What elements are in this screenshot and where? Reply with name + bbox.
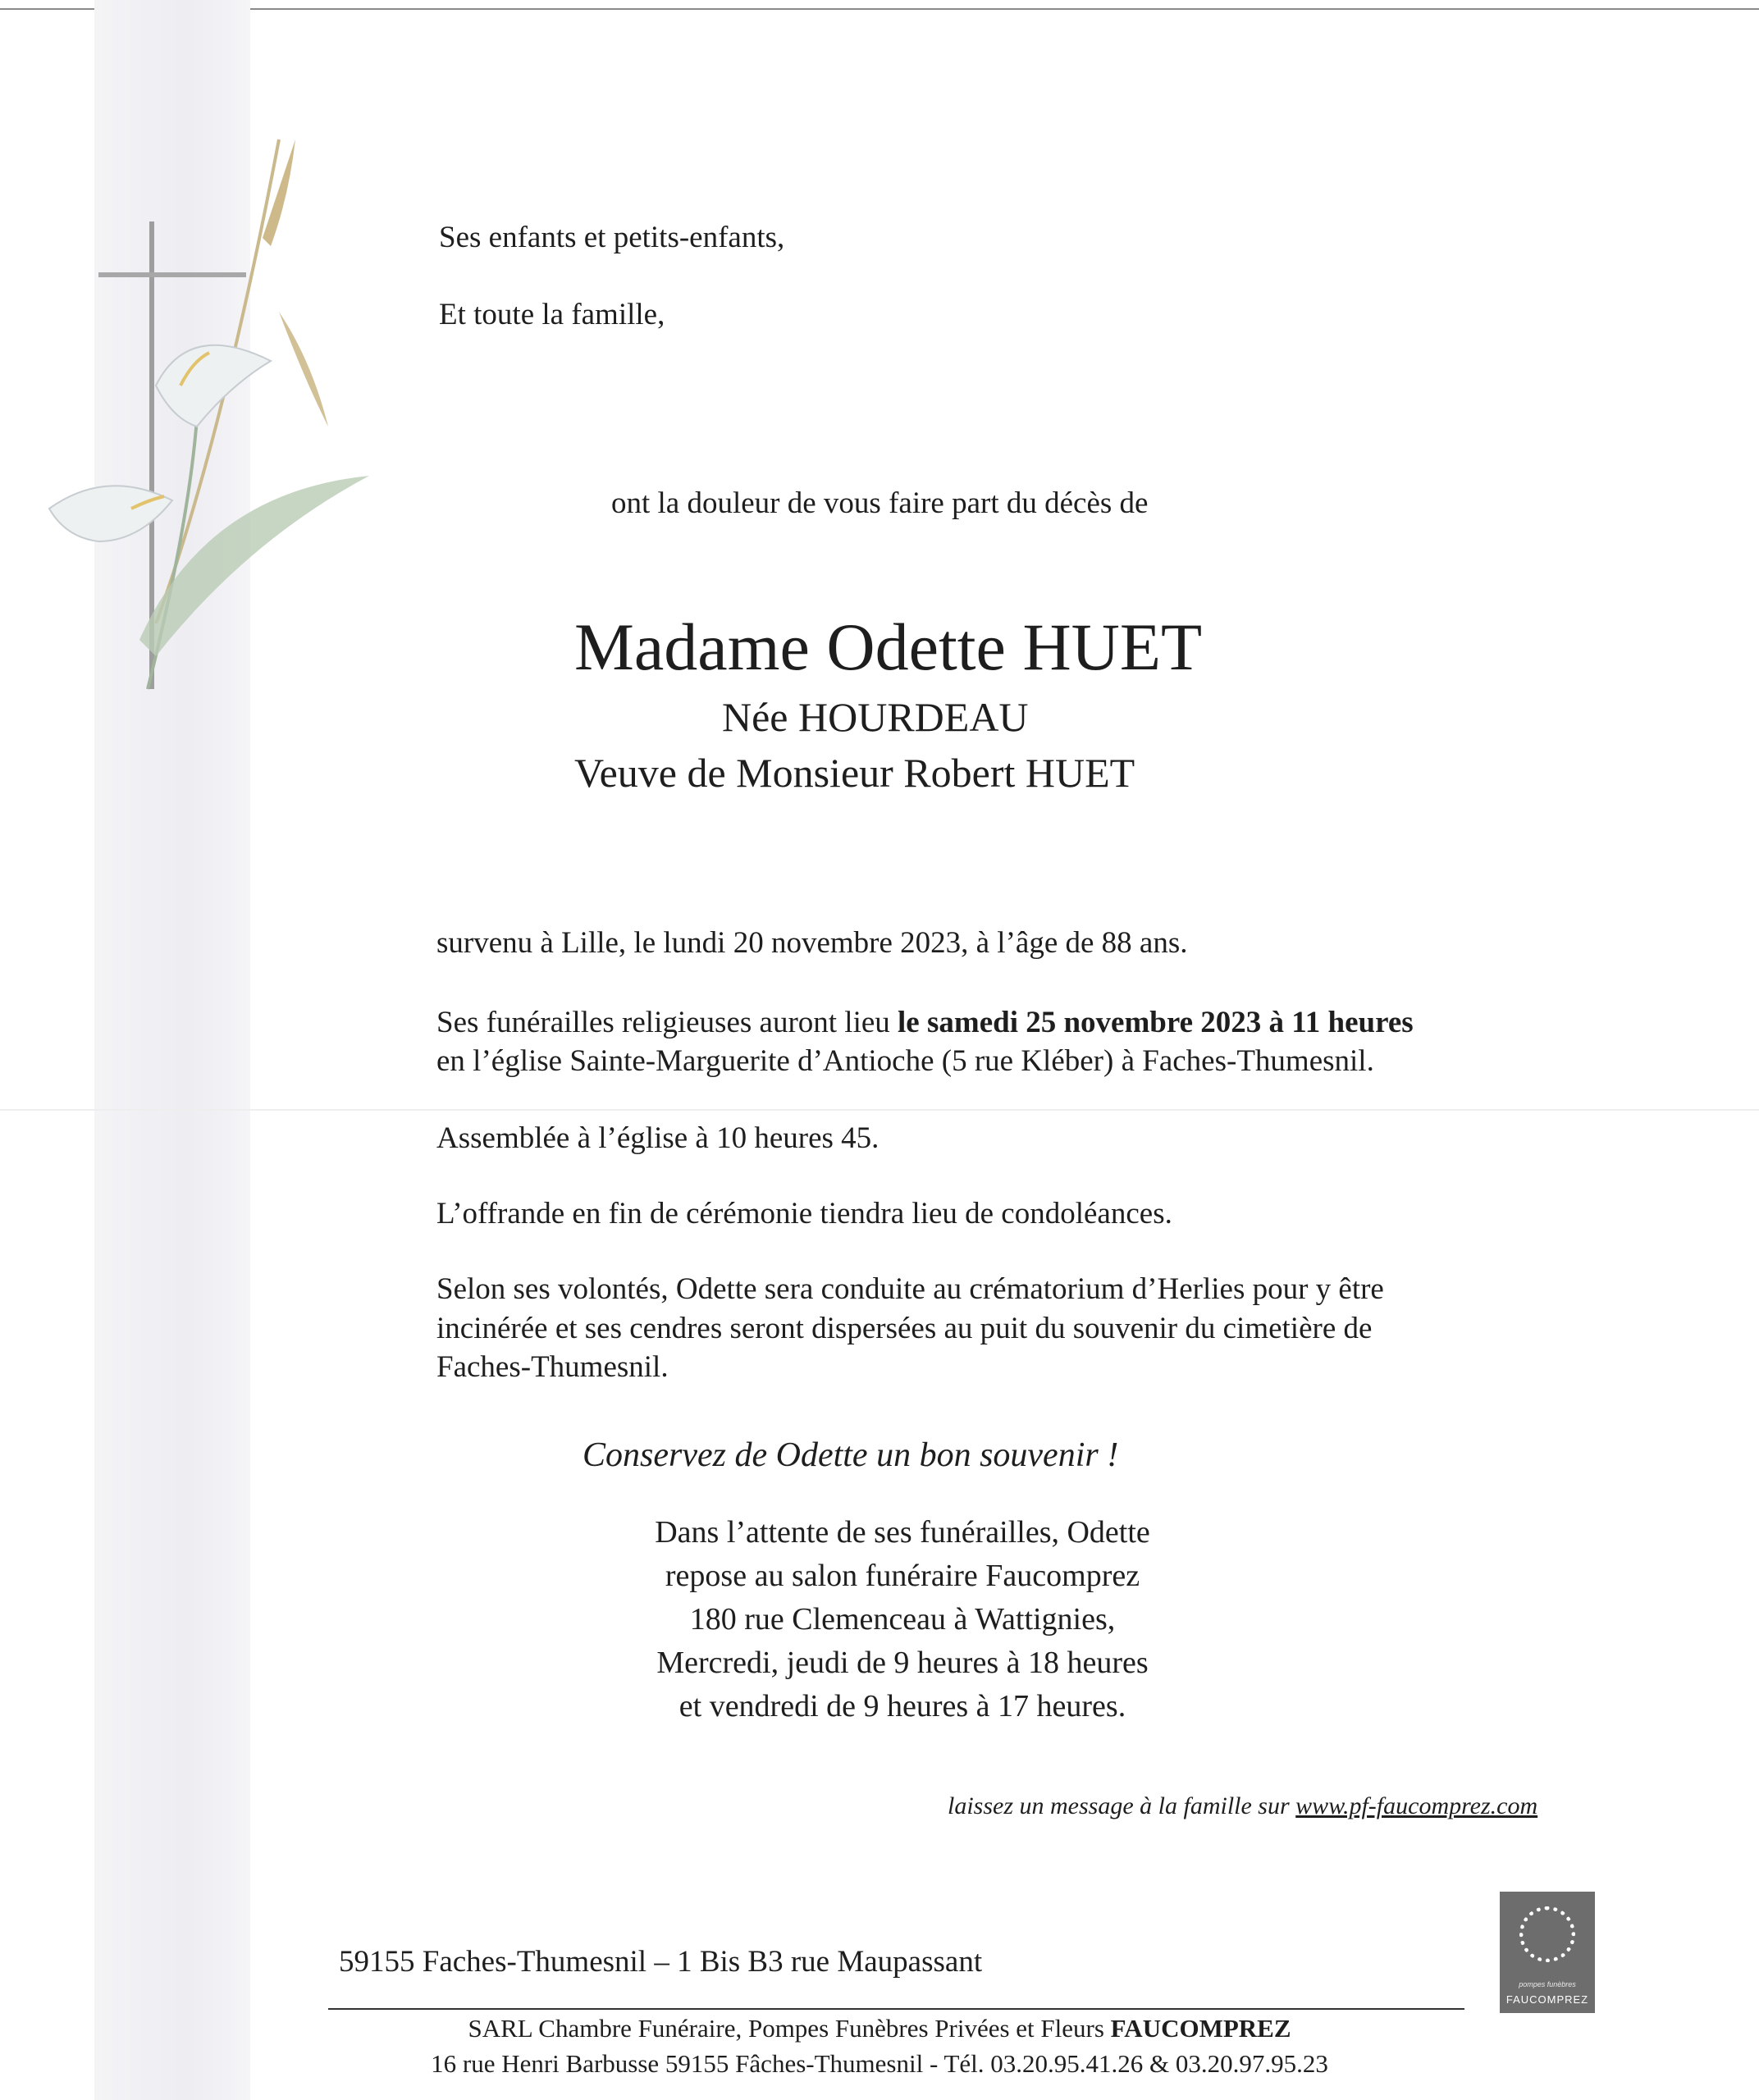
- intro-line-family: Et toute la famille,: [439, 298, 665, 331]
- wishes-line-1: Selon ses volontés, Odette sera conduite au crématorium d’Herlies pour y être: [436, 1272, 1384, 1306]
- message-text: laissez un message à la famille sur: [948, 1792, 1296, 1819]
- message-line: [948, 1792, 1537, 1820]
- funeral-date: le samedi 25 novembre 2023 à 11 heures: [898, 1006, 1414, 1039]
- assembly-time: Assemblée à l’église à 10 heures 45.: [436, 1121, 880, 1155]
- logo-name: FAUCOMPREZ: [1505, 1993, 1589, 2006]
- fold-line: [0, 1109, 1759, 1111]
- footer-company-prefix: SARL Chambre Funéraire, Pompes Funèbres Privées et Fleurs: [468, 2014, 1111, 2043]
- offering-note: L’offrande en fin de cérémonie tiendra lieu de condoléances.: [436, 1197, 1172, 1230]
- visitation-line: Dans l’attente de ses funérailles, Odette: [655, 1515, 1150, 1550]
- remember-quote: Conservez de Odette un bon souvenir !: [583, 1436, 1119, 1474]
- death-details: survenu à Lille, le lundi 20 novembre 2023, à l’âge de 88 ans.: [436, 926, 1188, 960]
- cross-horizontal: [98, 272, 246, 277]
- footer-company: [0, 2014, 1759, 2043]
- top-rule: [0, 8, 1759, 10]
- website-link[interactable]: www.pf-faucomprez.com: [1295, 1792, 1538, 1819]
- intro-line-announcement: ont la douleur de vous faire part du décès de: [611, 486, 1149, 520]
- intro-line-children: Ses enfants et petits-enfants,: [439, 221, 785, 254]
- visitation-block: [558, 1511, 1247, 1728]
- wishes-line-2: incinérée et ses cendres seront dispersées au puit du souvenir du cimetière de: [436, 1312, 1373, 1345]
- faucomprez-logo: [1500, 1892, 1595, 2013]
- visitation-line: repose au salon funéraire Faucomprez: [665, 1559, 1140, 1593]
- widow-of: Veuve de Monsieur Robert HUET: [574, 750, 1135, 796]
- deceased-name: Madame Odette HUET: [574, 609, 1203, 684]
- wishes-line-3: Faches-Thumesnil.: [436, 1350, 669, 1384]
- birth-name: Née HOURDEAU: [722, 694, 1029, 740]
- funeral-prefix: Ses funérailles religieuses auront lieu: [436, 1006, 898, 1039]
- wheat-ear: [279, 312, 328, 427]
- lily-flower: [156, 345, 271, 427]
- logo-emblem-icon: [1519, 1906, 1575, 1962]
- cross-lily-decoration: [33, 115, 377, 771]
- funeral-place: en l’église Sainte-Marguerite d’Antioche (5 rue Kléber) à Faches-Thumesnil.: [436, 1044, 1374, 1078]
- visitation-line: et vendredi de 9 heures à 17 heures.: [678, 1689, 1126, 1723]
- logo-tagline: pompes funèbres: [1519, 1980, 1576, 1988]
- footer-contact: 16 rue Henri Barbusse 59155 Fâches-Thumesnil - Tél. 03.20.95.41.26 & 03.20.97.95.23: [431, 2049, 1328, 2078]
- local-address: 59155 Faches-Thumesnil – 1 Bis B3 rue Maupassant: [339, 1945, 983, 1979]
- visitation-line: 180 rue Clemenceau à Wattignies,: [689, 1602, 1116, 1637]
- funeral-line-1: [436, 1005, 1414, 1040]
- footer-brand: FAUCOMPREZ: [1110, 2014, 1291, 2043]
- visitation-line: Mercredi, jeudi de 9 heures à 18 heures: [656, 1646, 1149, 1680]
- footer-rule: [328, 2008, 1464, 2010]
